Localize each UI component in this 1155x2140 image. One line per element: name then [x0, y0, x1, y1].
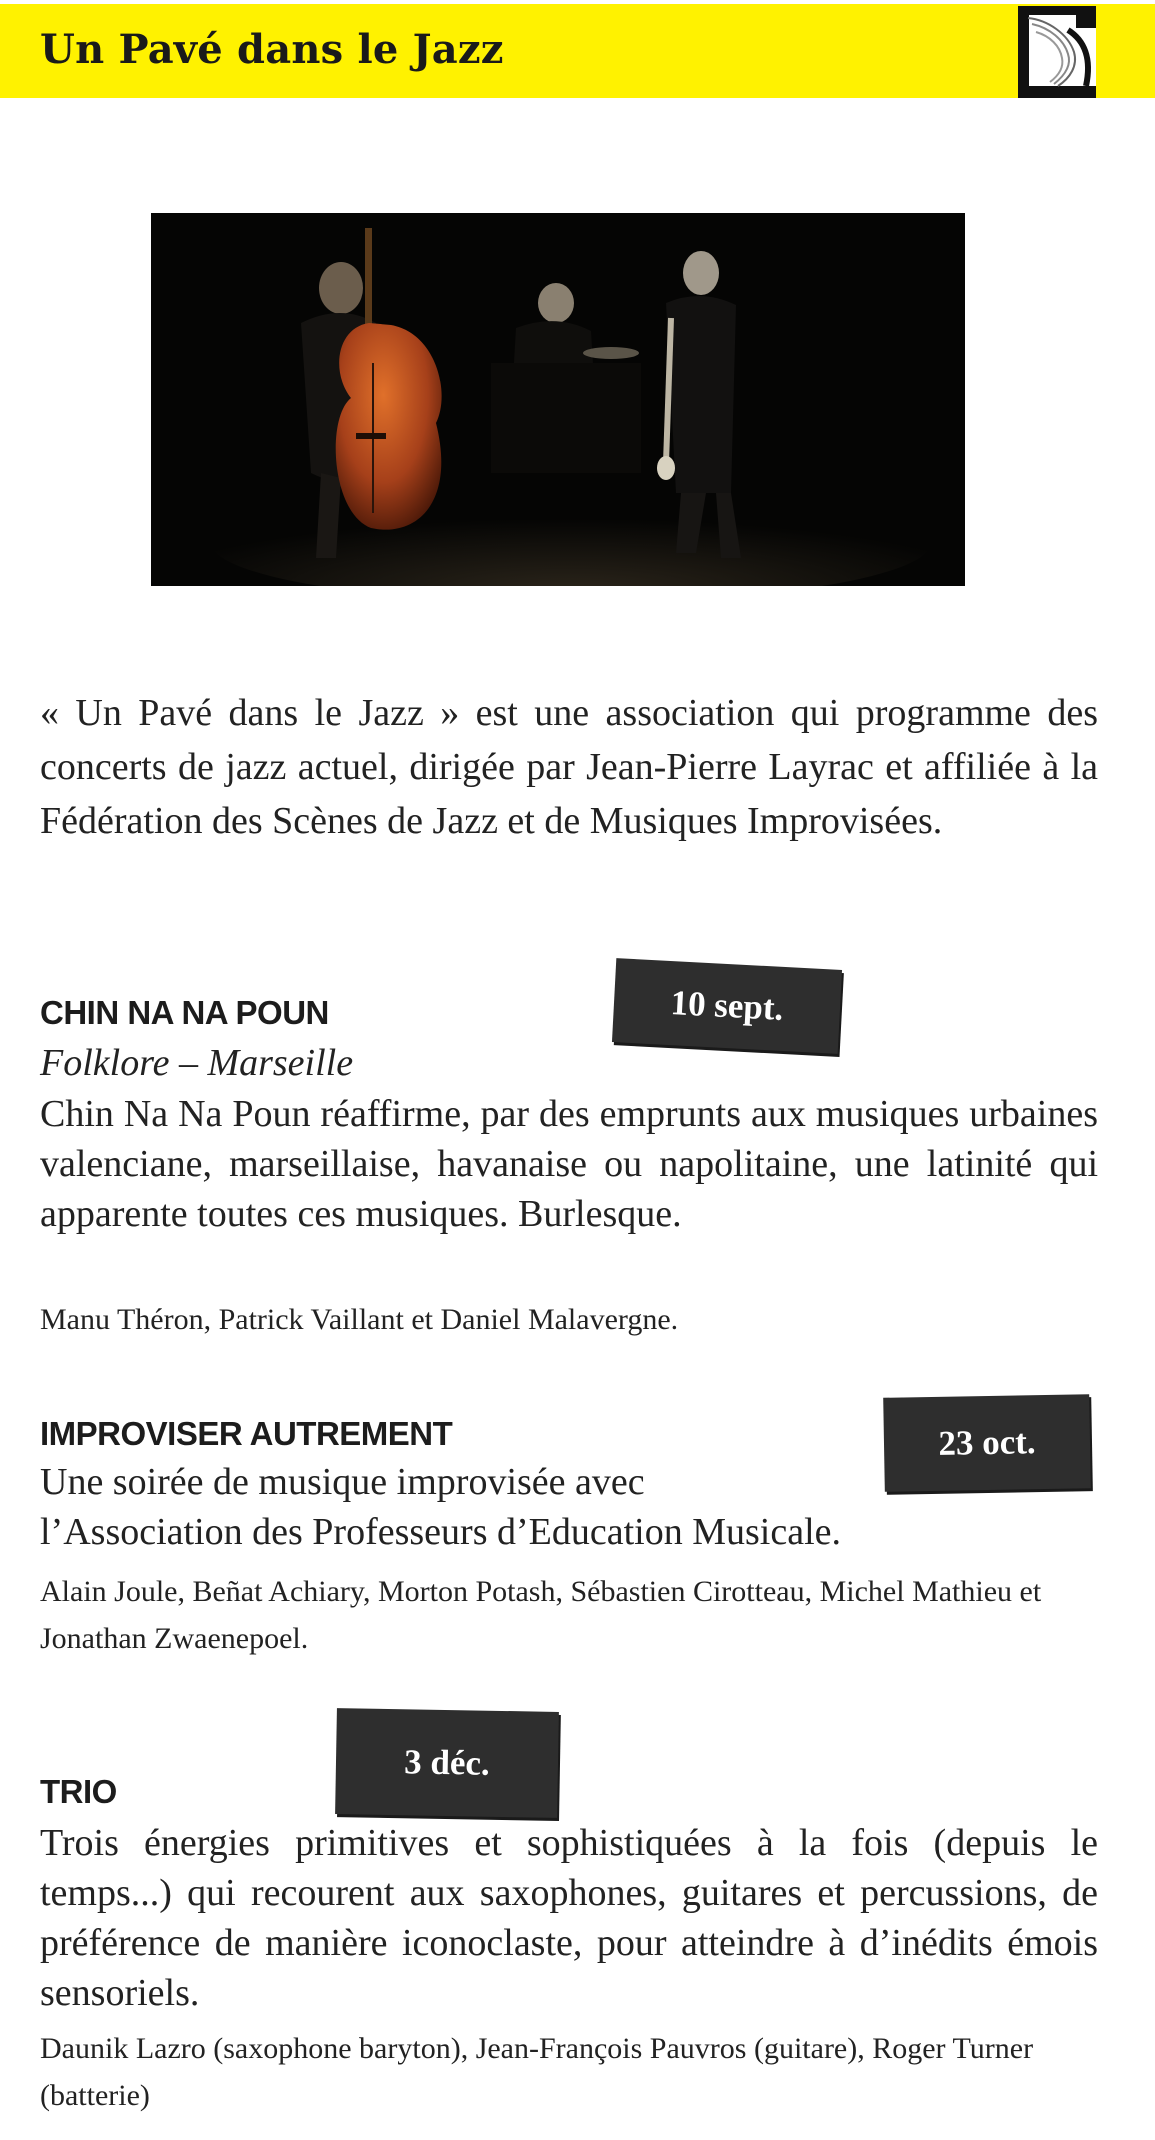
- event-description-line-1: Une soirée de musique improvisée avec: [40, 1461, 645, 1503]
- event-artists: Manu Théron, Patrick Vaillant et Daniel Malavergne.: [40, 1303, 679, 1336]
- page-title: Un Pavé dans le Jazz: [40, 26, 504, 73]
- page-header: [0, 4, 1155, 98]
- event-description: Chin Na Na Poun réaffirme, par des emprunts aux musiques urbaines valenciane, marseillaise, havanaise ou napolitaine, une latinité qui apparente toutes ces musiques. Burlesque.: [40, 1093, 1098, 1235]
- concert-photo: [151, 213, 965, 586]
- event-description: Trois énergies primitives et sophistiquées à la fois (depuis le temps...) qui recourent aux saxophones, guitares et percussions, de préférence de manière iconoclaste, pour atteindre à d’inédits émois sensoriels.: [40, 1822, 1098, 2014]
- intro-paragraph: « Un Pavé dans le Jazz » est une association qui programme des concerts de jazz actuel, dirigée par Jean-Pierre Layrac et affiliée à la Fédération des Scènes de Jazz et de Musiques Improvisées.: [40, 692, 1098, 842]
- event-date-badge-3-dec: 3 déc.: [335, 1708, 559, 1818]
- event-title-improviser-autrement: IMPROVISER AUTREMENT: [40, 1415, 453, 1452]
- event-subtitle: Folklore – Marseille: [40, 1042, 354, 1084]
- event-artists: Alain Joule, Beñat Achiary, Morton Potash, Sébastien Cirotteau, Michel Mathieu et Jonathan Zwaenepoel.: [40, 1575, 1042, 1655]
- event-title-chin-na-na-poun: CHIN NA NA POUN: [40, 994, 329, 1031]
- event-date-badge-10-sept: 10 sept.: [612, 958, 842, 1054]
- event-description-line-2: l’Association des Professeurs d’Education Musicale.: [40, 1511, 841, 1553]
- event-artists: Daunik Lazro (saxophone baryton), Jean-François Pauvros (guitare), Roger Turner (batterie): [40, 2032, 1034, 2112]
- pave-logo-icon: [1018, 6, 1096, 98]
- event-date-badge-23-oct: 23 oct.: [883, 1394, 1091, 1492]
- event-title-trio: TRIO: [40, 1773, 117, 1810]
